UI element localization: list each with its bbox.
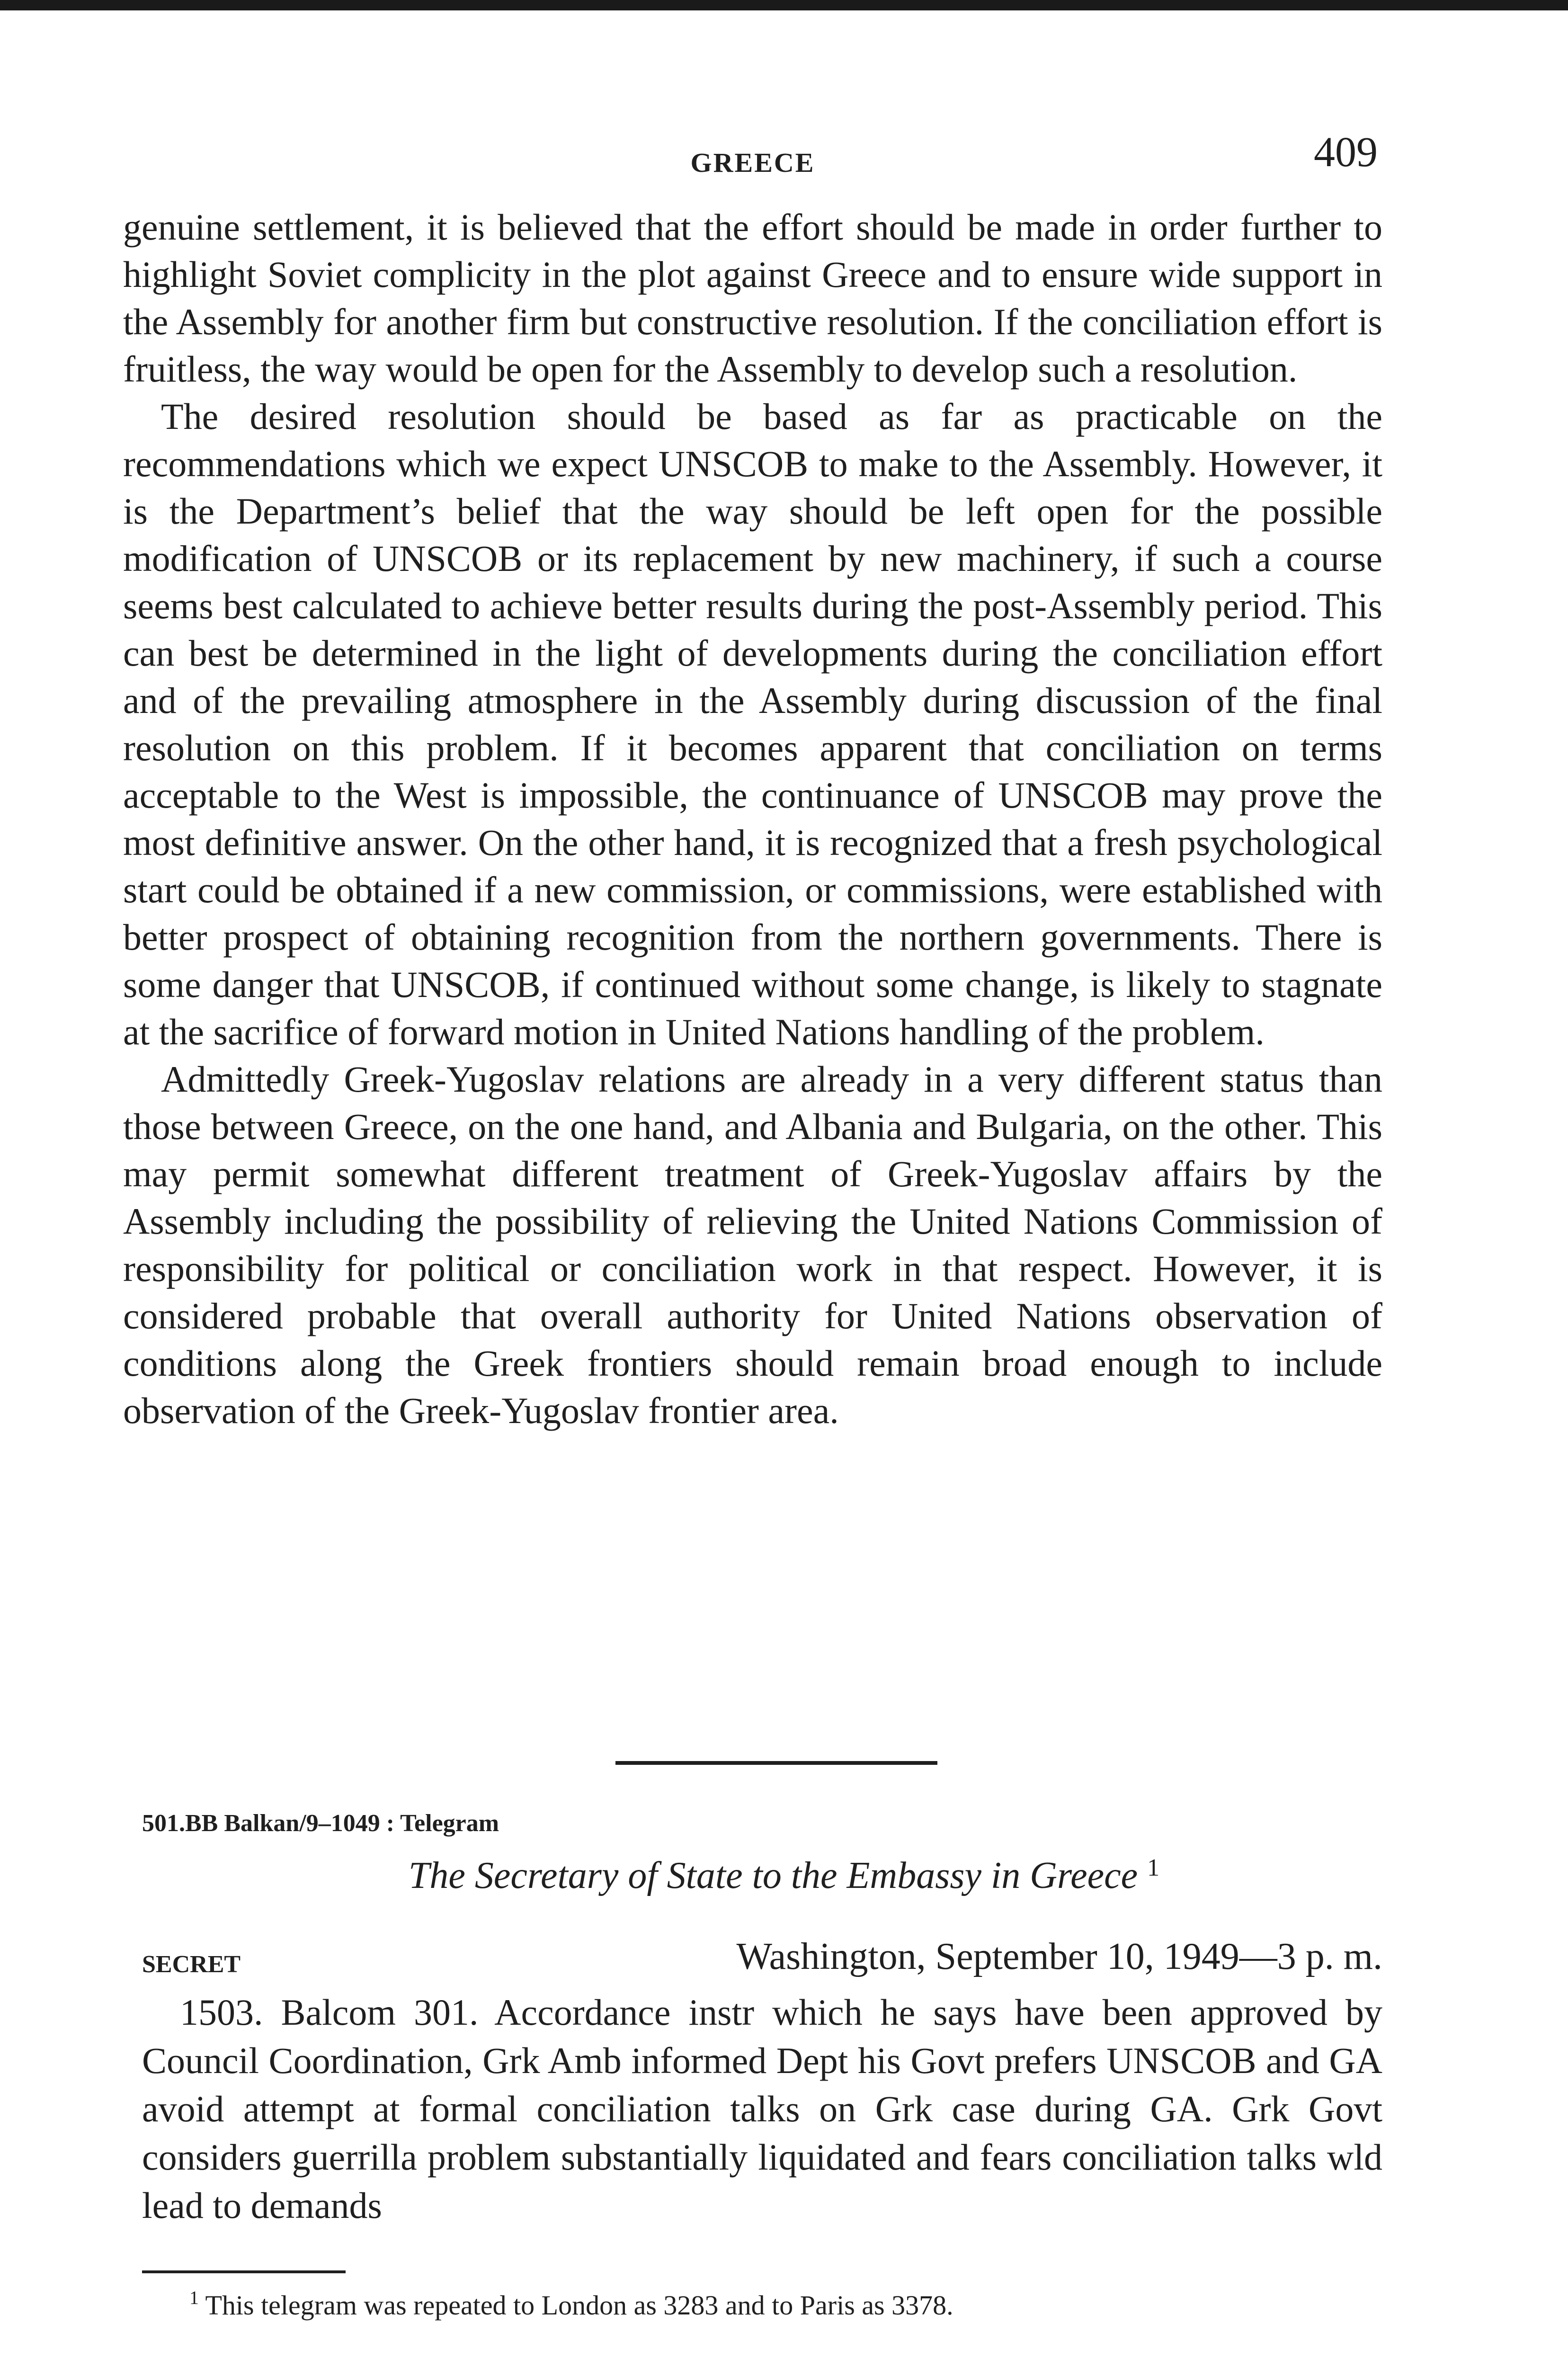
footnote-reference: 1 [1147, 1854, 1160, 1881]
classification-label: SECRET [142, 1951, 241, 1978]
running-head: GREECE [690, 147, 815, 178]
footnote-rule [142, 2270, 346, 2273]
footnote-number: 1 [189, 2287, 199, 2308]
dateline: Washington, September 10, 1949—3 p. m. [736, 1936, 1382, 1977]
telegram-paragraph: 1503. Balcom 301. Accordance instr which he says have been approved by Council Coordination, Grk Amb informed Dept his Govt prefers UNSCOB and GA avoid attempt at formal conciliation talks on Grk case during GA. Grk Govt considers guerrilla problem substantially liquidated and fears conciliation talks wld lead to demands [142, 1992, 1382, 2226]
telegram-body [142, 1988, 1382, 2230]
section-divider [615, 1761, 937, 1765]
document-title-text: The Secretary of State to the Embassy in Greece [408, 1855, 1138, 1896]
file-reference: 501.BB Balkan/9–1049 : Telegram [142, 1810, 499, 1837]
document-title [0, 1854, 1568, 1897]
top-scan-edge [0, 0, 1568, 10]
paragraph-resolution: The desired resolution should be based as far as practicable on the recommendations which we expect UNSCOB to make to the Assembly. However, it is the Department’s belief that the way should be left open for the possible modification of UNSCOB or its replacement by new machinery, if such a course seems best calculated to achieve better results during the post-Assembly period. This can best be determined in the light of developments during the conciliation effort and of the prevailing atmosphere in the Assembly during discussion of the final resolution on this problem. If it becomes apparent that conciliation on terms acceptable to the West is impossible, the continuance of UNSCOB may prove the most definitive answer. On the other hand, it is recognized that a fresh psychological start could be obtained if a new commission, or commissions, were established with better prospect of obtaining recognition from the northern governments. There is some danger that UNSCOB, if continued without some change, is likely to stagnate at the sacrifice of forward motion in United Nations handling of the problem. [123, 396, 1382, 1052]
paragraph-greek-yugoslav: Admittedly Greek-Yugoslav relations are already in a very different status than those between Greece, on the one hand, and Albania and Bulgaria, on the other. This may permit somewhat different treatment of Greek-Yugoslav affairs by the Assembly including the possibility of relieving the United Nations Commission of responsibility for political or conciliation work in that respect. However, it is considered probable that overall authority for United Nations observation of conditions along the Greek frontiers should remain broad enough to include observation of the Greek-Yugoslav frontier area. [123, 1059, 1382, 1431]
page-header [128, 128, 1378, 180]
body-text [123, 204, 1382, 1434]
page-number: 409 [1314, 129, 1378, 176]
footnote [189, 2287, 953, 2321]
paragraph-continued: genuine settlement, it is believed that the effort should be made in order further to highlight Soviet complicity in the plot against Greece and to ensure wide support in the Assembly for another firm but constructive resolution. If the conciliation effort is fruitless, the way would be open for the Assembly to develop such a resolution. [123, 206, 1382, 390]
footnote-text: This telegram was repeated to London as 3283 and to Paris as 3378. [205, 2290, 953, 2321]
